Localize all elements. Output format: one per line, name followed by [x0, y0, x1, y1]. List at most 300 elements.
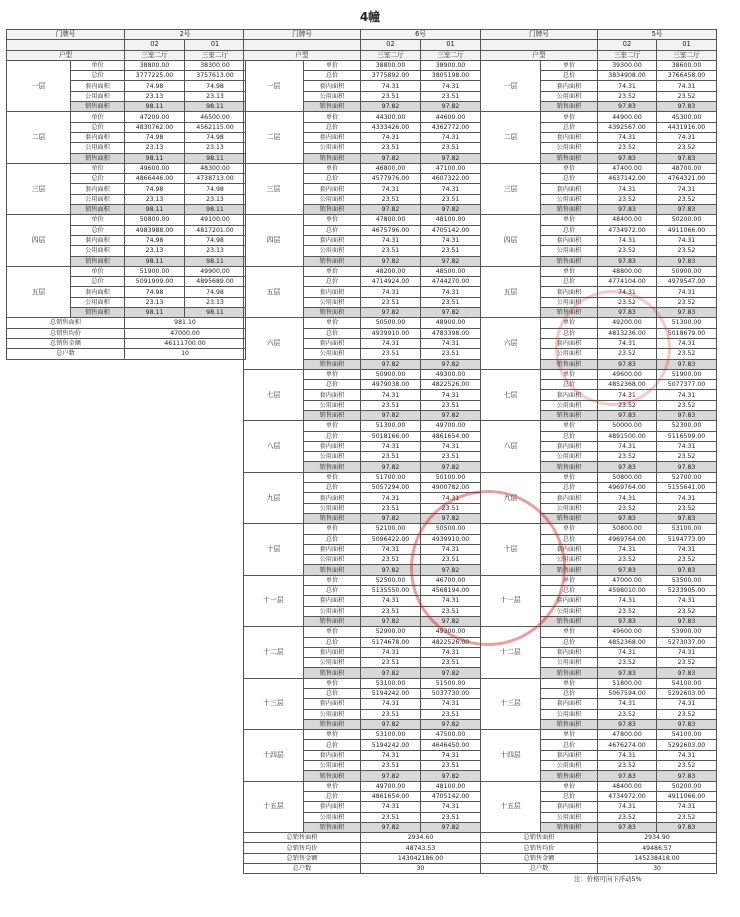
floor-label: 十四层 — [244, 730, 304, 781]
field-label: 总价 — [71, 174, 125, 184]
value-cell: 53100.00 — [361, 678, 421, 688]
field-label: 销售面积 — [304, 308, 361, 318]
floor-label: 五层 — [244, 266, 304, 317]
value-cell: 97.82 — [361, 822, 421, 832]
field-label: 总价 — [71, 122, 125, 132]
value-cell: 4939910.00 — [421, 534, 481, 544]
value-cell: 74.31 — [657, 81, 717, 91]
value-cell: 49700.00 — [421, 421, 481, 431]
value-cell: 23.52 — [657, 503, 717, 513]
value-cell: 97.82 — [361, 565, 421, 575]
summary-row — [7, 318, 246, 328]
field-label: 套内面积 — [71, 184, 125, 194]
field-label: 单价 — [304, 575, 361, 585]
field-label: 销售面积 — [71, 102, 125, 112]
value-cell: 74.31 — [361, 338, 421, 348]
table-row — [481, 781, 717, 791]
value-cell: 74.31 — [421, 441, 481, 451]
value-cell: 98.11 — [125, 256, 185, 266]
field-label: 总价 — [304, 637, 361, 647]
field-label: 套内面积 — [541, 750, 598, 760]
field-label: 公用面积 — [304, 555, 361, 565]
value-cell: 3834908.00 — [598, 71, 657, 81]
field-label: 公用面积 — [304, 761, 361, 771]
field-label: 单价 — [71, 163, 125, 173]
field-label: 销售面积 — [541, 822, 598, 832]
value-cell: 97.83 — [657, 102, 717, 112]
field-label: 总价 — [541, 225, 598, 235]
field-label: 销售面积 — [541, 410, 598, 420]
value-cell: 23.52 — [598, 143, 657, 153]
floor-label: 四层 — [481, 215, 541, 266]
field-label: 套内面积 — [304, 596, 361, 606]
value-cell: 48700.00 — [657, 163, 717, 173]
value-cell: 50900.00 — [361, 369, 421, 379]
value-cell: 51900.00 — [657, 369, 717, 379]
value-cell: 74.31 — [361, 81, 421, 91]
value-cell: 23.52 — [598, 91, 657, 101]
field-label: 套内面积 — [541, 441, 598, 451]
field-label: 公用面积 — [541, 658, 598, 668]
value-cell: 23.52 — [598, 761, 657, 771]
field-label: 公用面积 — [304, 812, 361, 822]
field-label: 总价 — [541, 534, 598, 544]
value-cell: 23.51 — [361, 555, 421, 565]
unit-header: 门牌号 — [481, 30, 598, 40]
summary-label: 总销售均价 — [244, 843, 361, 853]
value-cell: 23.52 — [598, 555, 657, 565]
field-label: 总价 — [71, 277, 125, 287]
value-cell: 23.51 — [421, 606, 481, 616]
value-cell: 47200.00 — [125, 112, 185, 122]
value-cell: 4783398.00 — [421, 328, 481, 338]
value-cell: 74.31 — [598, 596, 657, 606]
value-cell: 5292603.00 — [657, 740, 717, 750]
value-cell: 74.31 — [421, 184, 481, 194]
value-cell: 97.82 — [361, 308, 421, 318]
table-row — [481, 163, 717, 173]
field-label: 公用面积 — [541, 400, 598, 410]
field-label: 销售面积 — [541, 256, 598, 266]
value-cell: 23.52 — [657, 452, 717, 462]
unit-type: 三室二厅 — [598, 50, 657, 60]
empty-header — [7, 40, 125, 50]
field-label: 销售面积 — [304, 513, 361, 523]
field-label: 总价 — [541, 740, 598, 750]
value-cell: 23.13 — [185, 246, 246, 256]
value-cell: 4891500.00 — [598, 431, 657, 441]
field-label: 单价 — [304, 472, 361, 482]
value-cell: 5135550.00 — [361, 586, 421, 596]
value-cell: 98.11 — [185, 205, 246, 215]
field-label: 单价 — [541, 215, 598, 225]
value-cell: 98.11 — [125, 153, 185, 163]
value-cell: 23.51 — [421, 400, 481, 410]
value-cell: 98.11 — [185, 153, 246, 163]
value-cell: 23.52 — [598, 709, 657, 719]
floor-label: 六层 — [481, 318, 541, 369]
value-cell: 23.51 — [421, 812, 481, 822]
value-cell: 97.83 — [598, 565, 657, 575]
value-cell: 97.83 — [598, 513, 657, 523]
value-cell: 48400.00 — [598, 215, 657, 225]
field-label: 总价 — [541, 689, 598, 699]
value-cell: 4392567.00 — [598, 122, 657, 132]
value-cell: 74.31 — [657, 596, 717, 606]
field-label: 套内面积 — [304, 750, 361, 760]
value-cell: 5037730.00 — [421, 689, 481, 699]
value-cell: 49600.00 — [598, 627, 657, 637]
summary-value: 30 — [361, 864, 481, 874]
value-cell: 74.31 — [598, 750, 657, 760]
table-row — [481, 678, 717, 688]
floor-label: 十一层 — [481, 575, 541, 626]
field-label: 总价 — [304, 122, 361, 132]
value-cell: 74.31 — [657, 287, 717, 297]
field-label: 公用面积 — [541, 761, 598, 771]
value-cell: 74.31 — [421, 699, 481, 709]
table-row — [244, 781, 481, 791]
value-cell: 4562115.00 — [185, 122, 246, 132]
field-label: 总价 — [541, 174, 598, 184]
field-label: 套内面积 — [71, 287, 125, 297]
value-cell: 97.83 — [657, 565, 717, 575]
table-building-5 — [480, 29, 717, 874]
value-cell: 74.98 — [125, 287, 185, 297]
value-cell: 38800.00 — [361, 60, 421, 70]
floor-label: 八层 — [244, 421, 304, 472]
field-label: 总价 — [304, 277, 361, 287]
floor-label: 十二层 — [481, 627, 541, 678]
value-cell: 74.31 — [657, 493, 717, 503]
field-label: 公用面积 — [541, 349, 598, 359]
value-cell: 97.83 — [598, 102, 657, 112]
field-label: 套内面积 — [541, 647, 598, 657]
value-cell: 5194773.00 — [657, 534, 717, 544]
value-cell: 23.13 — [125, 143, 185, 153]
value-cell: 97.82 — [361, 668, 421, 678]
value-cell: 5292603.00 — [657, 689, 717, 699]
price-note: 注：价格可向下浮动5% — [574, 875, 642, 883]
field-label: 销售面积 — [541, 719, 598, 729]
value-cell: 74.98 — [185, 235, 246, 245]
value-cell: 23.52 — [598, 194, 657, 204]
value-cell: 74.31 — [657, 544, 717, 554]
floor-label: 七层 — [481, 369, 541, 420]
summary-row — [7, 349, 246, 359]
value-cell: 74.31 — [361, 235, 421, 245]
field-label: 单价 — [304, 60, 361, 70]
value-cell: 5194242.00 — [361, 740, 421, 750]
field-label: 销售面积 — [541, 462, 598, 472]
value-cell: 23.51 — [421, 91, 481, 101]
value-cell: 52300.00 — [657, 421, 717, 431]
field-label: 套内面积 — [304, 544, 361, 554]
value-cell: 4764321.00 — [657, 174, 717, 184]
unit-type: 三室二厅 — [125, 50, 185, 60]
value-cell: 74.31 — [598, 338, 657, 348]
value-cell: 74.31 — [598, 441, 657, 451]
field-label: 单价 — [541, 781, 598, 791]
table-row — [244, 60, 481, 70]
value-cell: 97.82 — [361, 359, 421, 369]
field-label: 公用面积 — [304, 658, 361, 668]
summary-label: 总销售面积 — [7, 318, 125, 328]
field-label: 套内面积 — [71, 81, 125, 91]
floor-label: 一层 — [244, 60, 304, 111]
value-cell: 23.51 — [361, 400, 421, 410]
field-label: 套内面积 — [304, 81, 361, 91]
field-label: 总价 — [304, 534, 361, 544]
floor-label: 十三层 — [481, 678, 541, 729]
value-cell: 23.52 — [598, 400, 657, 410]
value-cell: 97.82 — [421, 256, 481, 266]
value-cell: 74.98 — [185, 81, 246, 91]
field-label: 总价 — [541, 586, 598, 596]
floor-label: 三层 — [481, 163, 541, 214]
value-cell: 97.82 — [361, 771, 421, 781]
value-cell: 53500.00 — [657, 575, 717, 585]
value-cell: 4900782.00 — [421, 483, 481, 493]
value-cell: 97.82 — [421, 513, 481, 523]
value-cell: 23.51 — [421, 349, 481, 359]
value-cell: 74.31 — [361, 544, 421, 554]
value-cell: 3777225.00 — [125, 71, 185, 81]
table-row — [481, 215, 717, 225]
value-cell: 74.31 — [598, 390, 657, 400]
value-cell: 23.52 — [657, 349, 717, 359]
value-cell: 23.52 — [657, 143, 717, 153]
summary-value: 47000.00 — [125, 328, 246, 338]
value-cell: 5116509.00 — [657, 431, 717, 441]
table-row — [244, 421, 481, 431]
value-cell: 74.31 — [657, 132, 717, 142]
value-cell: 23.52 — [657, 555, 717, 565]
value-cell: 5155641.00 — [657, 483, 717, 493]
header-row — [7, 30, 246, 40]
value-cell: 23.51 — [421, 658, 481, 668]
value-cell: 23.52 — [657, 812, 717, 822]
value-cell: 38800.00 — [125, 60, 185, 70]
summary-label: 总销售面积 — [481, 833, 598, 843]
value-cell: 97.82 — [361, 616, 421, 626]
red-seal-stamp-faint — [555, 290, 671, 406]
value-cell: 74.31 — [361, 287, 421, 297]
header-row — [244, 40, 481, 50]
value-cell: 51300.00 — [657, 318, 717, 328]
value-cell: 74.31 — [598, 802, 657, 812]
field-label: 总价 — [304, 740, 361, 750]
value-cell: 4676274.00 — [598, 740, 657, 750]
table-row — [7, 163, 246, 173]
value-cell: 97.82 — [421, 308, 481, 318]
table-row — [7, 215, 246, 225]
value-cell: 74.31 — [361, 493, 421, 503]
value-cell: 23.51 — [421, 143, 481, 153]
value-cell: 54100.00 — [657, 678, 717, 688]
field-label: 公用面积 — [541, 194, 598, 204]
value-cell: 48100.00 — [421, 215, 481, 225]
table-row — [7, 266, 246, 276]
value-cell: 23.52 — [657, 194, 717, 204]
floor-label: 一层 — [7, 60, 71, 111]
value-cell: 74.31 — [421, 287, 481, 297]
floor-label: 九层 — [244, 472, 304, 523]
value-cell: 23.51 — [361, 709, 421, 719]
table-row — [481, 421, 717, 431]
value-cell: 98.11 — [125, 308, 185, 318]
summary-row — [481, 843, 717, 853]
field-label: 销售面积 — [541, 616, 598, 626]
field-label: 公用面积 — [541, 812, 598, 822]
field-label: 销售面积 — [71, 205, 125, 215]
value-cell: 52900.00 — [361, 627, 421, 637]
field-label: 销售面积 — [541, 359, 598, 369]
field-label: 单价 — [541, 60, 598, 70]
floor-label: 四层 — [244, 215, 304, 266]
field-label: 套内面积 — [304, 235, 361, 245]
value-cell: 23.51 — [361, 297, 421, 307]
field-label: 公用面积 — [541, 143, 598, 153]
field-label: 销售面积 — [304, 719, 361, 729]
summary-row — [481, 853, 717, 863]
value-cell: 98.11 — [185, 102, 246, 112]
field-label: 总价 — [304, 431, 361, 441]
value-cell: 53100.00 — [361, 730, 421, 740]
field-label: 套内面积 — [304, 493, 361, 503]
value-cell: 23.51 — [361, 143, 421, 153]
floor-label: 二层 — [7, 112, 71, 163]
field-label: 单价 — [71, 112, 125, 122]
value-cell: 46700.00 — [421, 575, 481, 585]
value-cell: 74.31 — [421, 81, 481, 91]
value-cell: 97.82 — [361, 513, 421, 523]
value-cell: 48100.00 — [421, 781, 481, 791]
field-label: 销售面积 — [304, 822, 361, 832]
value-cell: 74.31 — [361, 647, 421, 657]
value-cell: 97.82 — [421, 153, 481, 163]
summary-label: 总销售均价 — [7, 328, 125, 338]
value-cell: 74.31 — [421, 802, 481, 812]
field-label: 公用面积 — [541, 555, 598, 565]
value-cell: 23.13 — [185, 194, 246, 204]
field-label: 公用面积 — [541, 246, 598, 256]
value-cell: 97.83 — [657, 410, 717, 420]
value-cell: 97.82 — [421, 102, 481, 112]
unit-number: 6号 — [361, 30, 481, 40]
field-label: 总价 — [541, 380, 598, 390]
value-cell: 97.83 — [598, 719, 657, 729]
table-row — [244, 678, 481, 688]
value-cell: 4911066.00 — [657, 225, 717, 235]
value-cell: 4362772.00 — [421, 122, 481, 132]
floor-label: 三层 — [244, 163, 304, 214]
field-label: 公用面积 — [541, 297, 598, 307]
field-label: 总价 — [541, 328, 598, 338]
field-label: 总价 — [541, 71, 598, 81]
value-cell: 23.51 — [421, 297, 481, 307]
value-cell: 23.52 — [598, 658, 657, 668]
value-cell: 23.51 — [361, 91, 421, 101]
value-cell: 4598010.00 — [598, 586, 657, 596]
field-label: 销售面积 — [304, 102, 361, 112]
field-label: 总价 — [541, 637, 598, 647]
field-label: 销售面积 — [541, 308, 598, 318]
field-label: 单价 — [541, 421, 598, 431]
type-header: 户型 — [244, 50, 361, 60]
value-cell: 23.52 — [598, 812, 657, 822]
field-label: 公用面积 — [304, 246, 361, 256]
value-cell: 4577976.00 — [361, 174, 421, 184]
value-cell: 4861654.00 — [421, 431, 481, 441]
value-cell: 74.98 — [125, 132, 185, 142]
table-row — [244, 112, 481, 122]
value-cell: 23.52 — [598, 297, 657, 307]
value-cell: 23.52 — [657, 606, 717, 616]
value-cell: 5018679.00 — [657, 328, 717, 338]
value-cell: 46800.00 — [361, 163, 421, 173]
summary-row — [481, 833, 717, 843]
header-row — [7, 40, 246, 50]
value-cell: 97.83 — [598, 822, 657, 832]
value-cell: 74.31 — [361, 750, 421, 760]
value-cell: 97.83 — [598, 462, 657, 472]
value-cell: 50800.00 — [125, 215, 185, 225]
value-cell: 4830762.00 — [125, 122, 185, 132]
summary-row — [244, 843, 481, 853]
field-label: 套内面积 — [71, 235, 125, 245]
value-cell: 51300.00 — [361, 421, 421, 431]
field-label: 公用面积 — [304, 91, 361, 101]
value-cell: 74.31 — [421, 338, 481, 348]
field-label: 公用面积 — [541, 452, 598, 462]
field-label: 公用面积 — [71, 297, 125, 307]
floor-label: 十二层 — [244, 627, 304, 678]
value-cell: 97.82 — [421, 565, 481, 575]
value-cell: 50100.00 — [421, 472, 481, 482]
value-cell: 23.51 — [361, 606, 421, 616]
value-cell: 44900.00 — [598, 112, 657, 122]
field-label: 单价 — [304, 421, 361, 431]
value-cell: 4852368.00 — [598, 380, 657, 390]
field-label: 单价 — [304, 215, 361, 225]
value-cell: 49600.00 — [598, 369, 657, 379]
value-cell: 48300.00 — [185, 163, 246, 173]
field-label: 套内面积 — [304, 647, 361, 657]
field-label: 套内面积 — [541, 287, 598, 297]
value-cell: 23.51 — [361, 246, 421, 256]
field-label: 总价 — [541, 277, 598, 287]
value-cell: 23.52 — [657, 91, 717, 101]
field-label: 套内面积 — [541, 338, 598, 348]
table-row — [244, 318, 481, 328]
value-cell: 48800.00 — [598, 266, 657, 276]
value-cell: 4675796.00 — [361, 225, 421, 235]
value-cell: 5233905.00 — [657, 586, 717, 596]
value-cell: 74.31 — [598, 544, 657, 554]
value-cell: 4969764.00 — [598, 534, 657, 544]
value-cell: 97.82 — [421, 205, 481, 215]
summary-value: 30 — [598, 864, 717, 874]
col-number: 01 — [421, 40, 481, 50]
value-cell: 4817201.00 — [185, 225, 246, 235]
summary-row — [7, 338, 246, 348]
value-cell: 4774104.00 — [598, 277, 657, 287]
header-row — [244, 50, 481, 60]
table-row — [244, 266, 481, 276]
value-cell: 97.82 — [421, 822, 481, 832]
field-label: 公用面积 — [304, 452, 361, 462]
